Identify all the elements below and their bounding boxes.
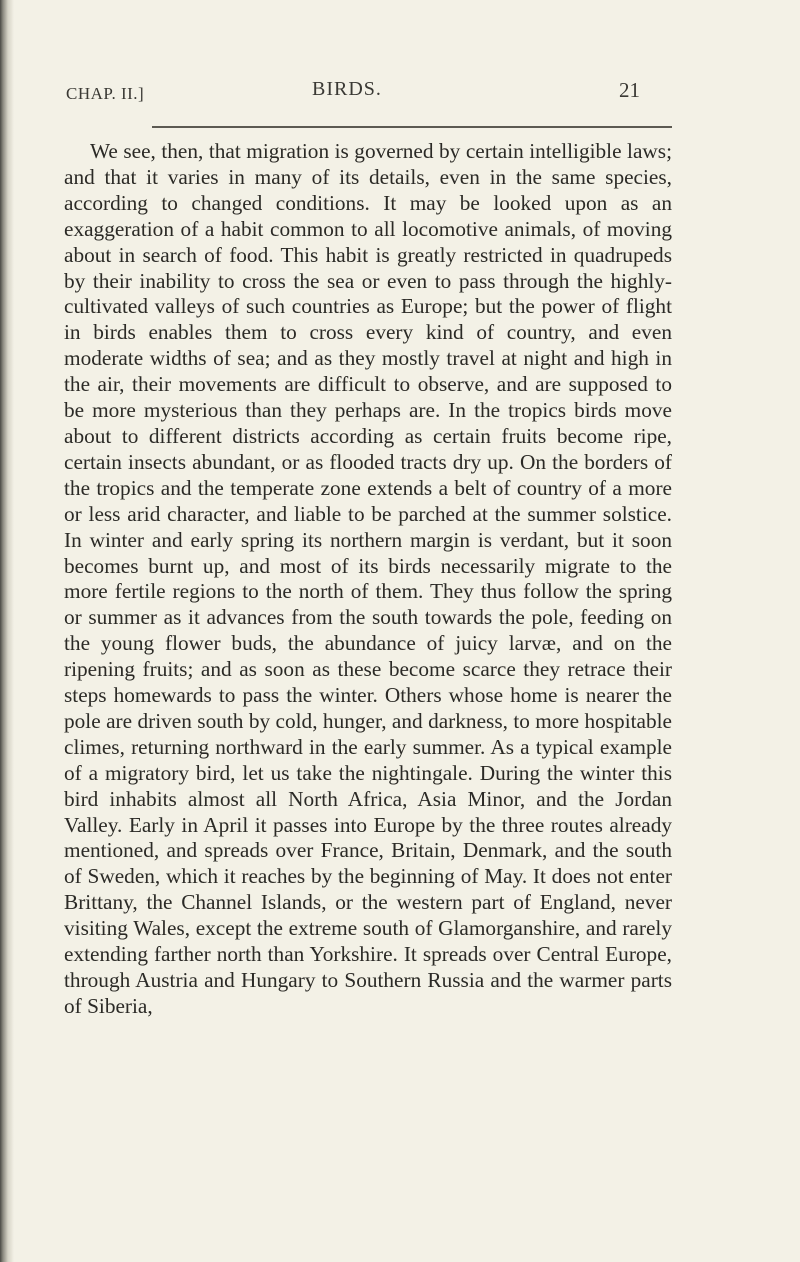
chapter-label: CHAP. II.] (66, 84, 145, 103)
book-page (56, 78, 676, 1018)
page-number: 21 (619, 78, 640, 102)
body-paragraph: We see, then, that migration is governed by certain intelligible laws; and that it varies in many of its details, even in the same species, according to changed conditions. It may be looked upon as an exaggeration of a habit common to all locomotive animals, of moving about in search of food. This habit is greatly restricted in quadrupeds by their inability to cross the sea or even to pass through the highly-cultivated valleys of such countries as Europe; but the power of flight in birds enables them to cross every kind of country, and even moderate widths of sea; and as they mostly travel at night and high in the air, their movements are difficult to observe, and are supposed to be more mysterious than they perhaps are. In the tropics birds move about to different districts according as certain fruits become ripe, certain insects abundant, or as flooded tracts dry up. On the borders of the tropics and the temperate zone extends a belt of country of a more or less arid character, and liable to be parched at the summer solstice. In winter and early spring its northern margin is verdant, but it soon becomes burnt up, and most of its birds necessarily migrate to the more fertile regions to the north of them. They thus follow the spring or summer as it advances from the south towards the pole, feeding on the young flower buds, the abundance of juicy larvæ, and on the ripening fruits; and as soon as these become scarce they retrace their steps homewards to pass the winter. Others whose home is nearer the pole are driven south by cold, hunger, and darkness, to more hospitable climes, returning northward in the early summer. As a typical example of a migratory bird, let us take the nightingale. During the winter this bird inhabits almost all North Africa, Asia Minor, and the Jordan Valley. Early in April it passes into Europe by the three routes already mentioned, and spreads over France, Britain, Denmark, and the south of Sweden, which it reaches by the beginning of May. It does not enter Brittany, the Channel Islands, or the western part of England, never visiting Wales, except the extreme south of Glamorganshire, and rarely extending farther north than Yorkshire. It spreads over Central Europe, through Austria and Hungary to Southern Russia and the warmer parts of Siberia, (64, 139, 672, 1018)
running-header (56, 78, 676, 112)
page-binding-shadow (0, 0, 14, 1262)
running-title: BIRDS. (312, 78, 382, 100)
header-rule (152, 126, 672, 128)
